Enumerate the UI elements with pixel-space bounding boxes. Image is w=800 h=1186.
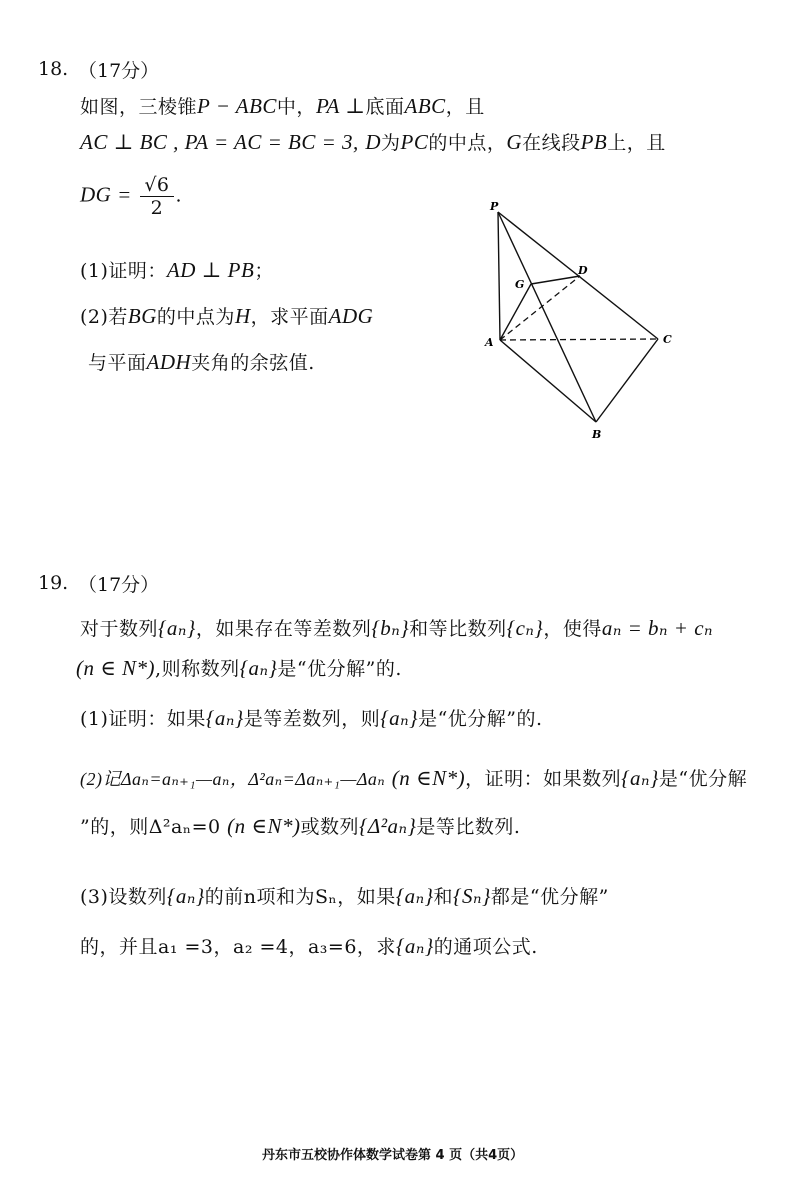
- q18-d: D: [365, 130, 382, 154]
- pyramid-figure: [470, 190, 700, 450]
- q18-line2-suffix: 上，且: [607, 132, 666, 154]
- q18-part2-line2-suffix: 夹角的余弦值.: [191, 352, 315, 374]
- q19-part2-f: ”的，则Δ²aₙ=0: [80, 816, 221, 838]
- label-a: A: [485, 336, 494, 349]
- q18-line1-mid: 中，: [276, 96, 316, 118]
- edge-ac-dashed: [500, 339, 658, 340]
- edge-ag: [500, 284, 531, 340]
- q18-line2-mid: 为: [381, 132, 401, 154]
- q19-part2-line2: [80, 812, 520, 839]
- q18-bg: BG: [127, 304, 157, 328]
- q19-part3-g: 都是“优分解”: [490, 886, 609, 908]
- q19-part2-j: 是等比数列.: [416, 816, 521, 838]
- q18-part2-mid: 的中点为: [156, 306, 235, 328]
- q18-part2-prefix: (2)若: [80, 306, 128, 328]
- label-c: C: [663, 333, 672, 346]
- q18-part2-line2: [88, 348, 315, 375]
- q19-seq-a: {aₙ}: [158, 616, 196, 640]
- q19-part3-an: {aₙ}: [166, 884, 205, 908]
- q19-number: 19.: [38, 572, 69, 594]
- q19-part3-a: (3)设数列: [80, 886, 167, 908]
- q19-part3-sn: {Sₙ}: [453, 884, 491, 908]
- q18-line2-mid2: 的中点，: [428, 132, 507, 154]
- label-d: D: [578, 264, 588, 277]
- q18-pc: PC: [400, 130, 429, 154]
- q19-part3-an3: {aₙ}: [395, 934, 434, 958]
- q19-part3-h: 的，并且a₁ =3，a₂ =4，a₃=6，求: [80, 936, 396, 958]
- q19-part2-e: 是“优分解: [658, 768, 748, 790]
- q18-part1-label: (1)证明：: [80, 260, 167, 282]
- q19-part1-b: 是等差数列，则: [243, 708, 381, 730]
- edge-ab: [500, 340, 596, 422]
- q19-part2-line1: [80, 764, 747, 791]
- q18-line3: [80, 174, 182, 219]
- q19-seq-c: {cₙ}: [506, 616, 544, 640]
- q18-number: 18.: [38, 58, 69, 80]
- q19-part1-an1: {aₙ}: [205, 706, 244, 730]
- q19-points: （17分）: [78, 574, 160, 596]
- q19-seq-a2: {aₙ}: [239, 656, 278, 680]
- q18-abc: ABC: [404, 94, 446, 118]
- edge-pa: [498, 212, 500, 340]
- q18-line1: [80, 92, 485, 119]
- q18-fraction-denominator: 2: [150, 197, 164, 219]
- label-g: G: [515, 278, 525, 291]
- q18-line1-suffix: ，且: [445, 96, 485, 118]
- q19-part3-j: 的通项公式.: [433, 936, 538, 958]
- q18-g: G: [506, 130, 523, 154]
- q19-part2-n-in-n2: (n ∈N*): [227, 814, 301, 838]
- q18-adh: ADH: [146, 350, 192, 374]
- q18-fraction: [140, 174, 173, 219]
- q19-part3-line1: [80, 882, 609, 909]
- q18-part1: [80, 256, 274, 283]
- q19-intro-1d: ，使得: [543, 618, 602, 640]
- q18-part2-line2-prefix: 与平面: [88, 352, 147, 374]
- q19-intro-2d: 是“优分解”的.: [277, 658, 402, 680]
- edge-bc: [596, 339, 658, 422]
- q18-pyramid: P − ABC: [197, 94, 277, 118]
- q19-part3-line2: [80, 932, 538, 959]
- q19-part3-c: 的前n项和为Sₙ，如果: [204, 886, 396, 908]
- q19-intro-1c: 和等比数列: [409, 618, 507, 640]
- q19-intro-1b: ，如果存在等差数列: [195, 618, 372, 640]
- q19-part2-delta-defs: (2)记Δaₙ=aₙ₊₁—aₙ，Δ²aₙ=Δaₙ₊₁—Δaₙ: [80, 769, 386, 789]
- q19-part2-h: 或数列: [300, 816, 359, 838]
- q18-pb: PB: [580, 130, 608, 154]
- q19-part2-an: {aₙ}: [621, 766, 659, 790]
- q19-part1-c: 是“优分解”的.: [418, 708, 543, 730]
- q19-intro-line1: [80, 614, 713, 641]
- q18-line1-text: 如图，三棱锥: [80, 96, 198, 118]
- q19-intro-2b: ,则称数列: [155, 658, 240, 680]
- q19-part3-e: 和: [433, 886, 454, 908]
- q18-adg: ADG: [328, 304, 374, 328]
- q18-part2-mid2: ，求平面: [250, 306, 329, 328]
- q19-part2-c: ，证明：如果数列: [465, 768, 622, 790]
- q19-intro-1a: 对于数列: [80, 618, 159, 640]
- q18-pa-perp: PA ⊥: [315, 94, 366, 118]
- q18-line2: [80, 128, 666, 155]
- q18-points: （17分）: [78, 60, 160, 82]
- q18-line2-mid3: 在线段: [522, 132, 581, 154]
- edge-gd: [531, 276, 580, 284]
- q19-part1-a: (1)证明：如果: [80, 708, 206, 730]
- q19-part3-an2: {aₙ}: [395, 884, 434, 908]
- q19-n-in-n: (n ∈ N*): [76, 656, 156, 680]
- q19-intro-line2: [76, 654, 402, 681]
- label-p: P: [490, 200, 499, 213]
- q18-part2: [80, 302, 373, 329]
- q19-part2-n-in-n: (n ∈N*): [391, 766, 466, 790]
- q18-part1-end: ；: [254, 260, 274, 282]
- page-footer: 丹东市五校协作体数学试卷第 4 页（共4页）: [262, 1148, 524, 1163]
- edge-ad-dashed: [500, 276, 580, 340]
- q19-decomp-eq: aₙ = bₙ + cₙ: [601, 616, 714, 640]
- q19-seq-b: {bₙ}: [371, 616, 410, 640]
- q19-part1: [80, 704, 543, 731]
- q18-conditions: AC ⊥ BC , PA = AC = BC = 3,: [80, 130, 359, 154]
- q18-fraction-numerator: √6: [140, 174, 173, 197]
- q18-h: H: [234, 304, 251, 328]
- q19-part1-an2: {aₙ}: [380, 706, 419, 730]
- q18-dg: DG =: [80, 182, 132, 207]
- label-b: B: [592, 428, 602, 441]
- q18-line3-end: .: [175, 184, 183, 207]
- q19-part2-delta2-seq: {Δ²aₙ}: [358, 814, 417, 838]
- q18-part1-math: AD ⊥ PB: [166, 258, 255, 282]
- q18-line1-mid2: 底面: [365, 96, 405, 118]
